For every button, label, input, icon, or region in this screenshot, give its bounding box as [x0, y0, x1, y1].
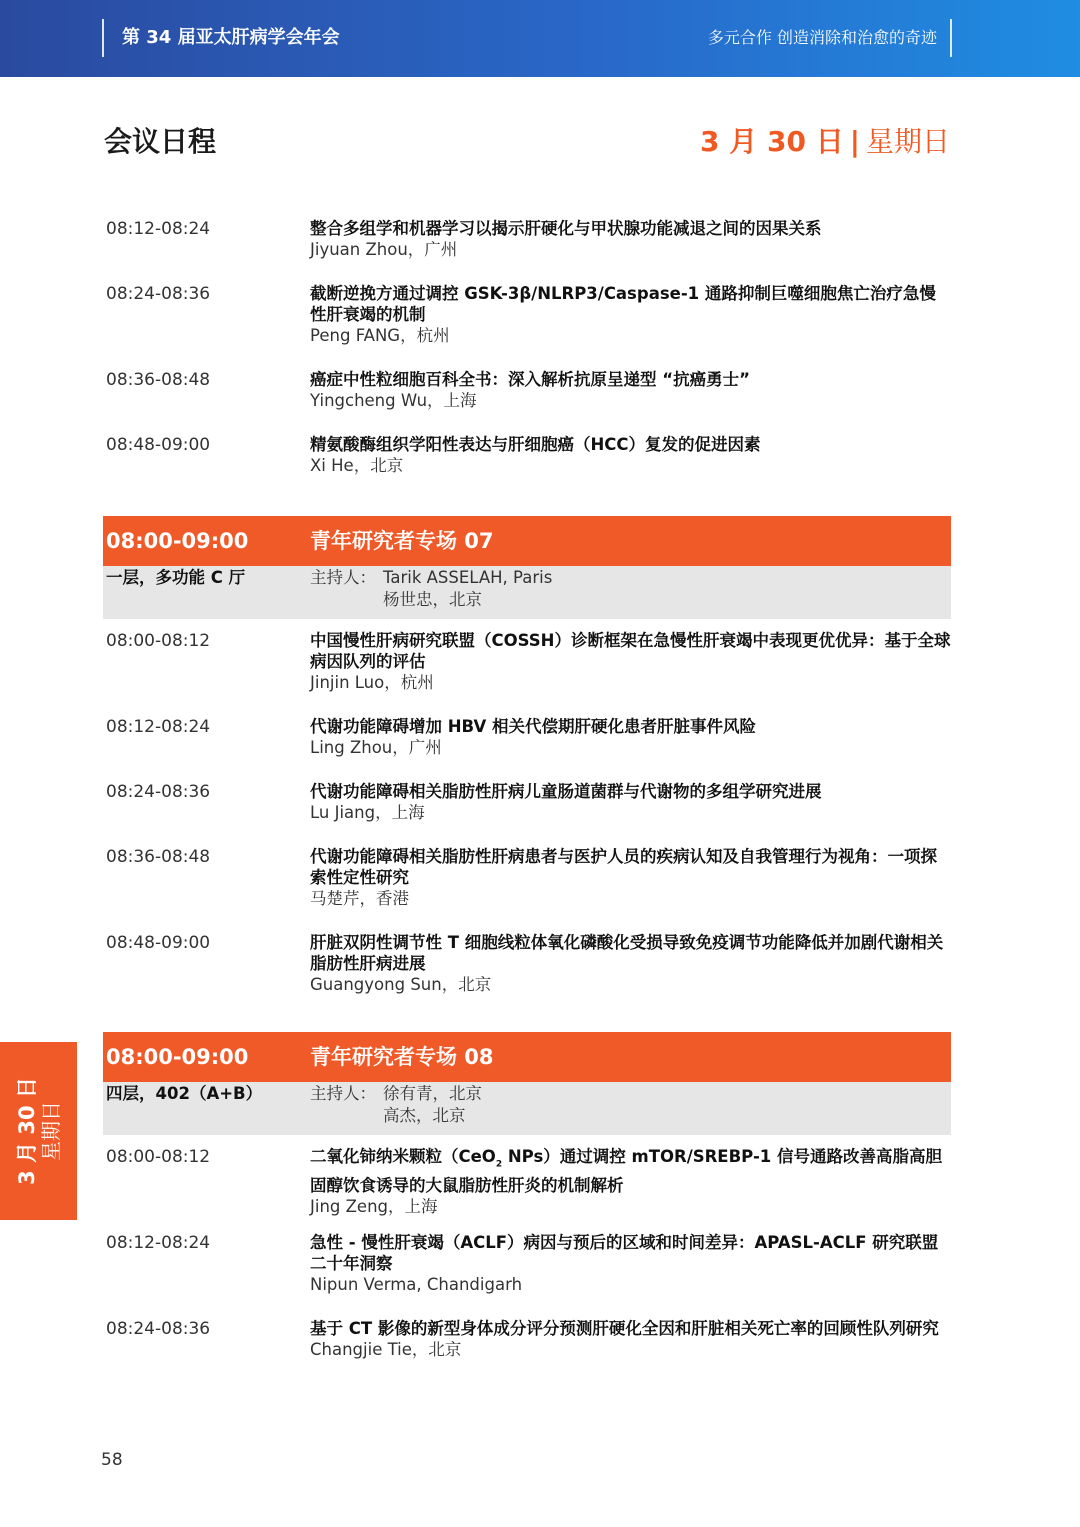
talk-title: 肝脏双阴性调节性 T 细胞线粒体氧化磷酸化受损导致免疫调节功能降低并加剧代谢相关脂肪性肝病进展 — [310, 933, 944, 973]
talk-item — [103, 627, 951, 713]
talk-speaker: Ling Zhou，广州 — [310, 738, 442, 757]
talk-time: 08:12-08:24 — [106, 1233, 211, 1253]
chair-name: 徐有青，北京 — [383, 1084, 482, 1103]
talk-time: 08:00-08:12 — [106, 1147, 211, 1167]
talk-time: 08:00-08:12 — [106, 631, 211, 651]
talk-time: 08:12-08:24 — [106, 219, 211, 239]
talk-item — [103, 843, 951, 929]
talk-item — [103, 1229, 951, 1315]
talk-title: 代谢功能障碍增加 HBV 相关代偿期肝硬化患者肝脏事件风险 — [310, 717, 756, 736]
talk-speaker: Peng FANG，杭州 — [310, 326, 450, 345]
chair-name: 杨世忠，北京 — [383, 590, 482, 609]
talk-title: 代谢功能障碍相关脂肪性肝病儿童肠道菌群与代谢物的多组学研究进展 — [310, 782, 822, 801]
talk-item — [103, 431, 951, 516]
talk-title: 中国慢性肝病研究联盟（COSSH）诊断框架在急慢性肝衰竭中表现更优优异：基于全球病因队列的评估 — [310, 631, 951, 671]
session-name: 青年研究者专场 08 — [310, 1045, 494, 1069]
talk-item — [103, 929, 951, 1032]
talk-title: 癌症中性粒细胞百科全书：深入解析抗原呈递型 “抗癌勇士” — [310, 370, 750, 389]
session-name: 青年研究者专场 07 — [310, 529, 494, 553]
talk-item — [103, 778, 951, 843]
talk-time: 08:36-08:48 — [106, 370, 211, 390]
side-tab-weekday: 星期日 — [38, 1101, 63, 1161]
session-room: 四层，402（A+B） — [106, 1084, 263, 1103]
talk-speaker: Jing Zeng，上海 — [310, 1197, 438, 1217]
talk-time: 08:24-08:36 — [106, 782, 211, 802]
talk-item — [103, 280, 951, 366]
session-info — [103, 566, 951, 619]
talk-time: 08:48-09:00 — [106, 933, 211, 953]
talk-item — [103, 366, 951, 431]
chair-label: 主持人： — [310, 568, 376, 587]
conference-slogan: 多元合作 创造消除和治愈的奇迹 — [707, 28, 937, 47]
schedule-content — [103, 215, 951, 1401]
page-date — [700, 122, 950, 162]
session-time: 08:00-09:00 — [106, 1045, 249, 1069]
session-room: 一层，多功能 C 厅 — [106, 568, 246, 587]
session-chairs — [310, 567, 552, 611]
date-side-tab — [0, 1042, 77, 1220]
date-text: 3 月 30 日 — [700, 125, 844, 158]
session-chairs — [310, 1083, 482, 1127]
talk-title: 急性 - 慢性肝衰竭（ACLF）病因与预后的区域和时间差异：APASL-ACLF 研究联盟二十年洞察 — [310, 1233, 939, 1273]
talk-title: 二氧化铈纳米颗粒（CeO$_2$ NPs）通过调控 mTOR/SREBP-1 信号通路改善高脂高胆固醇饮食诱导的大鼠脂肪性肝炎的机制解析 — [310, 1147, 943, 1196]
chair-name: Tarik ASSELAH, Paris — [383, 568, 553, 587]
chair-name: 高杰，北京 — [383, 1106, 466, 1125]
page-header — [0, 0, 1080, 77]
header-divider-right — [950, 19, 952, 57]
talk-item — [103, 713, 951, 778]
talk-time: 08:36-08:48 — [106, 847, 211, 867]
talk-title: 截断逆挽方通过调控 GSK-3β/NLRP3/Caspase-1 通路抑制巨噬细胞焦亡治疗急慢性肝衰竭的机制 — [310, 284, 936, 324]
page-number: 58 — [101, 1450, 123, 1470]
session-header — [103, 1032, 951, 1082]
talk-title: 整合多组学和机器学习以揭示肝硬化与甲状腺功能减退之间的因果关系 — [310, 219, 822, 238]
talk-speaker: Yingcheng Wu，上海 — [310, 391, 477, 410]
talk-title: 代谢功能障碍相关脂肪性肝病患者与医护人员的疾病认知及自我管理行为视角：一项探索性定性研究 — [310, 847, 937, 887]
talk-speaker: Nipun Verma, Chandigarh — [310, 1275, 523, 1294]
conference-title: 第 34 届亚太肝病学会年会 — [122, 27, 340, 48]
talk-title: 基于 CT 影像的新型身体成分评分预测肝硬化全因和肝脏相关死亡率的回顾性队列研究 — [310, 1319, 939, 1338]
talk-speaker: Guangyong Sun，北京 — [310, 975, 492, 994]
side-tab-date: 3 月 30 日 — [14, 1077, 39, 1185]
talk-item — [103, 215, 951, 280]
talk-speaker: Xi He，北京 — [310, 456, 404, 475]
talk-time: 08:48-09:00 — [106, 435, 211, 455]
talk-speaker: 马楚芹，香港 — [310, 889, 409, 908]
talk-speaker: Lu Jiang，上海 — [310, 803, 425, 822]
chair-label: 主持人： — [310, 1084, 376, 1103]
weekday-text: 星期日 — [865, 125, 950, 158]
talk-speaker: Jinjin Luo，杭州 — [310, 673, 434, 692]
session-header — [103, 516, 951, 566]
talk-speaker: Jiyuan Zhou，广州 — [310, 240, 458, 259]
date-separator: | — [849, 125, 860, 158]
page-title: 会议日程 — [104, 125, 217, 158]
talk-title: 精氨酸酶组织学阳性表达与肝细胞癌（HCC）复发的促进因素 — [310, 435, 761, 454]
talk-item — [103, 1315, 951, 1401]
session-info — [103, 1082, 951, 1135]
session-time: 08:00-09:00 — [106, 529, 249, 553]
side-tab-label — [15, 1077, 63, 1185]
talk-time: 08:24-08:36 — [106, 284, 211, 304]
talk-speaker: Changjie Tie，北京 — [310, 1340, 462, 1359]
talk-time: 08:12-08:24 — [106, 717, 211, 737]
header-divider-left — [102, 19, 104, 57]
talk-item — [103, 1143, 951, 1229]
talk-time: 08:24-08:36 — [106, 1319, 211, 1339]
